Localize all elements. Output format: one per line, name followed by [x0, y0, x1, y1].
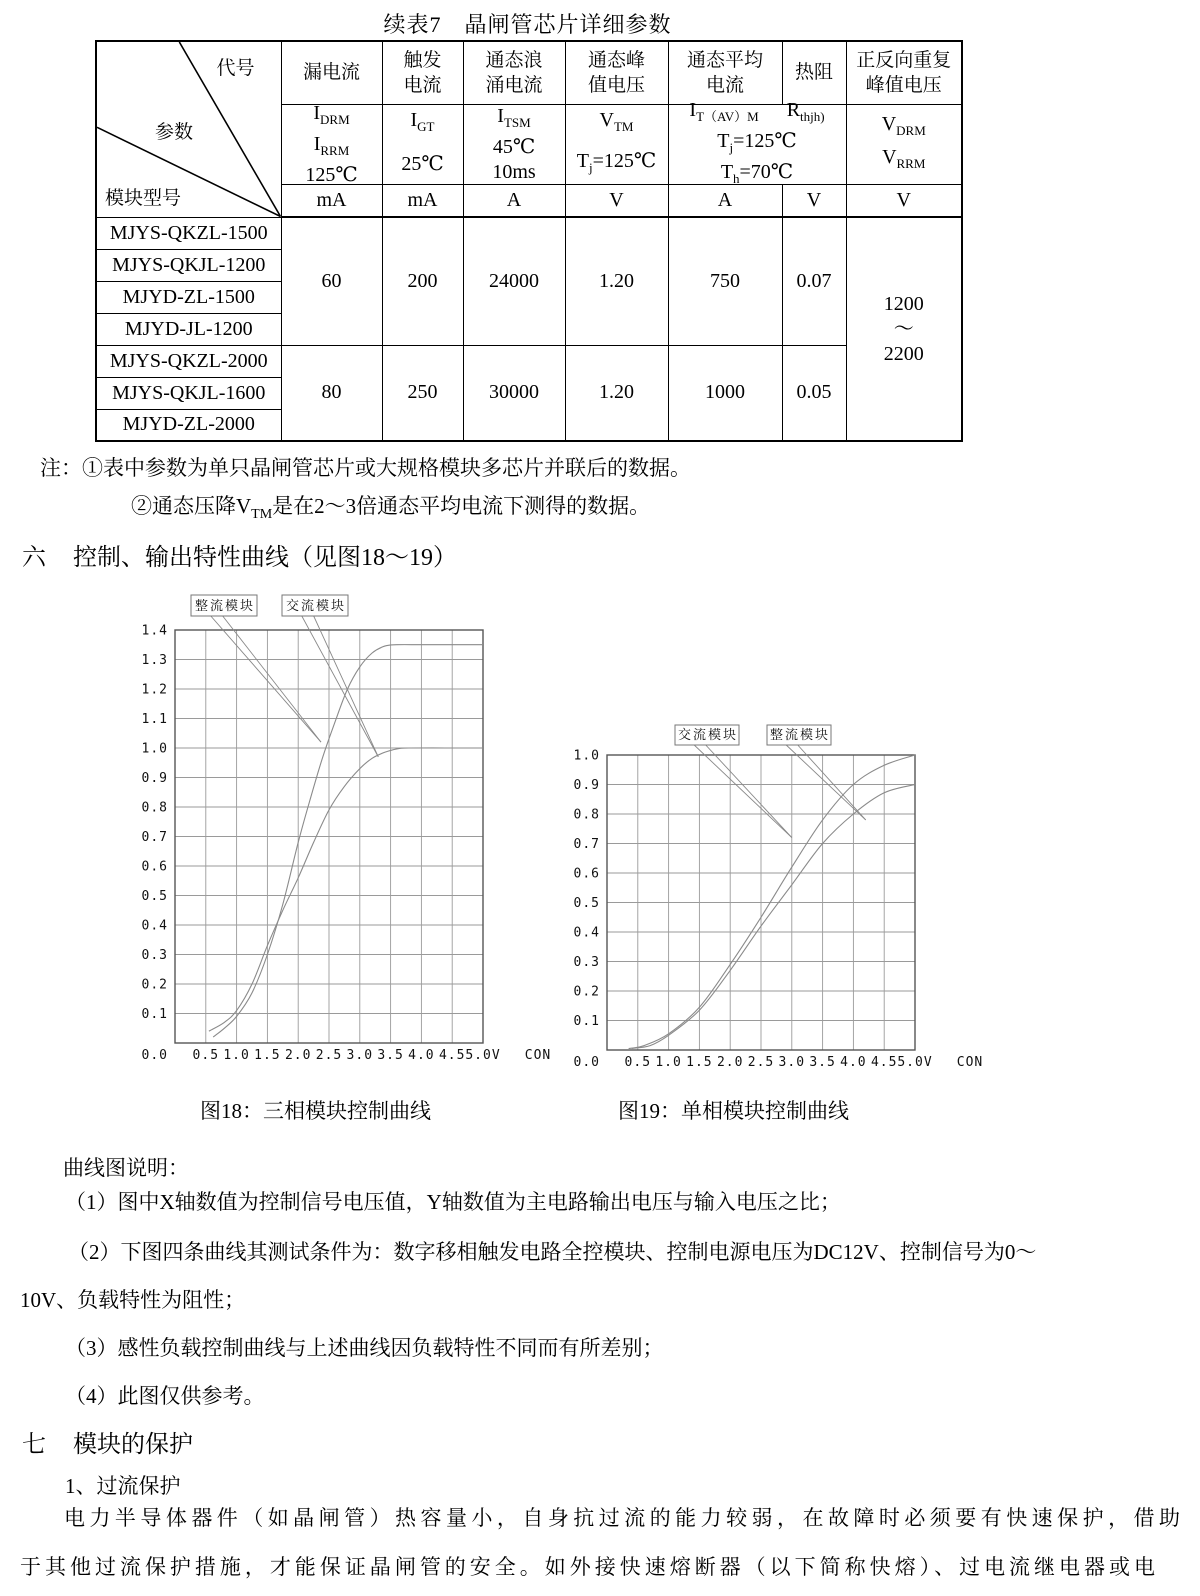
model-cell: MJYS-QKJL-1200	[96, 249, 281, 281]
curve-note-2: （2）下图四条曲线其测试条件为：数字移相触发电路全控模块、控制电源电压为DC12V、控制信号为0～	[68, 1240, 1037, 1264]
voltage-range-cell	[846, 217, 962, 441]
x-tick-label: 5.0V	[897, 1055, 933, 1070]
y-tick-label: 0.2	[573, 984, 600, 1000]
header-line: 通态峰	[587, 49, 645, 71]
x-tick-label: 1.5	[254, 1048, 281, 1063]
page-title: 续表7 晶闸管芯片详细参数	[383, 12, 672, 37]
curve-label: 交流模块	[285, 598, 347, 613]
y-tick-label: 0.8	[573, 807, 600, 823]
symbol-line: $V_{RRM}$	[882, 146, 926, 171]
unit-cell: A	[668, 184, 782, 217]
voltage-range-low: 1200	[883, 292, 924, 315]
y-tick-label: 1.2	[141, 682, 168, 698]
fig19-chart	[565, 700, 1010, 1072]
y-tick-label: 0.6	[141, 859, 168, 875]
x-tick-label: 4.0	[840, 1055, 867, 1070]
parameters-table	[95, 40, 963, 442]
leader-line	[223, 616, 321, 742]
x-tick-label: 2.5	[315, 1048, 343, 1063]
x-tick-label: 3.0	[778, 1055, 806, 1070]
voltage-range-tilde: ～	[893, 317, 914, 340]
x-tick-label: 1.5	[686, 1055, 713, 1070]
x-tick-label: 2.0	[284, 1048, 312, 1063]
parameters-table-wrapper	[95, 40, 963, 442]
header-line: 电流	[705, 74, 744, 96]
origin-label: 0.0	[573, 1055, 600, 1070]
x-axis-unit-label: CON	[524, 1048, 552, 1063]
symbol-cell-leakage	[281, 101, 382, 186]
leader-line	[706, 745, 792, 838]
x-tick-label: 4.0	[408, 1048, 435, 1063]
header-line: 热阻	[794, 62, 833, 84]
x-axis-unit-label: CON	[956, 1055, 984, 1070]
y-tick-label: 0.3	[141, 948, 168, 963]
fig18-caption: 图18：三相模块控制曲线	[200, 1099, 431, 1123]
curve-note-3: （3）感性负载控制曲线与上述曲线因负载特性不同而有所差别；	[65, 1336, 664, 1360]
y-tick-label: 0.4	[573, 925, 600, 941]
header-line: 通态平均	[686, 49, 763, 71]
value-cell-surge: 24000	[463, 217, 565, 345]
header-cell-vtm	[565, 41, 668, 104]
x-tick-label: 4.5	[870, 1055, 898, 1070]
x-tick-label: 2.0	[716, 1055, 744, 1070]
curve-label: 交流模块	[677, 727, 739, 742]
x-tick-label: 3.0	[346, 1048, 374, 1063]
value-cell-avg: 750	[668, 217, 782, 345]
value-cell-trigger: 250	[382, 345, 463, 441]
unit-cell: V	[846, 184, 962, 217]
unit-cell: mA	[382, 184, 463, 217]
x-tick-label: 0.5	[624, 1055, 652, 1070]
section-6-heading: 六 控制、输出特性曲线（见图18～19）	[22, 545, 457, 571]
y-tick-label: 1.3	[141, 653, 168, 668]
symbol-cell-vtm	[565, 104, 668, 184]
symbol-line: $V_{DRM}$	[881, 113, 926, 138]
unit-cell: V	[565, 184, 668, 217]
curve-notes-title: 曲线图说明：	[63, 1156, 189, 1180]
y-tick-label: 0.2	[141, 977, 168, 993]
section-7-heading: 七 模块的保护	[22, 1432, 193, 1458]
symbol-cell-surge	[463, 104, 565, 184]
leader-line	[211, 616, 321, 742]
body-paragraph-line-2: 于其他过流保护措施，才能保证晶闸管的安全。如外接快速熔断器（以下简称快熔）、过电流继电器或电	[20, 1555, 1155, 1579]
curve-整流模块	[632, 785, 915, 1049]
symbol-line: $I_{T(AV)M}$ $R_{thjh)}$	[689, 98, 825, 124]
x-tick-label: 4.5	[438, 1048, 466, 1063]
symbol-line: 25℃	[401, 153, 444, 175]
curve-label: 整流模块	[769, 727, 831, 742]
voltage-range-high: 2200	[883, 342, 924, 365]
header-line: 正反向重复	[856, 49, 952, 71]
y-tick-label: 0.9	[573, 778, 600, 793]
curve-note-4: （4）此图仅供参考。	[65, 1384, 265, 1408]
x-tick-label: 3.5	[377, 1048, 404, 1063]
y-tick-label: 0.5	[141, 889, 168, 904]
fig19-caption: 图19：单相模块控制曲线	[618, 1099, 849, 1123]
header-cell-repetitive-voltage	[846, 41, 962, 104]
header-cell-leakage	[281, 41, 382, 104]
y-tick-label: 0.7	[141, 830, 168, 845]
model-cell: MJYS-QKJL-1600	[96, 377, 281, 409]
leader-line	[302, 616, 378, 757]
symbol-line: $I_{RRM}$	[313, 132, 350, 158]
corner-label-symbol: 代号	[216, 58, 255, 79]
value-cell-avg: 1000	[668, 345, 782, 441]
y-tick-label: 1.0	[573, 748, 600, 764]
value-cell-leakage: 60	[281, 217, 382, 345]
symbol-cell-trigger	[382, 104, 463, 184]
symbol-line: $T_j=125℃$	[717, 129, 797, 155]
curve-整流模块	[213, 645, 483, 1037]
y-tick-label: 1.0	[141, 741, 168, 757]
origin-label: 0.0	[141, 1048, 168, 1063]
header-line: 涌电流	[485, 74, 543, 96]
body-paragraph-line-1: 电力半导体器件（如晶闸管）热容量小，自身抗过流的能力较弱，在故障时必须要有快速保护，借助	[64, 1506, 1180, 1530]
leader-line	[314, 616, 379, 757]
y-tick-label: 0.7	[573, 837, 600, 852]
value-cell-trigger: 200	[382, 217, 463, 345]
value-cell-thermal: 0.07	[782, 217, 846, 345]
y-tick-label: 1.1	[141, 712, 168, 727]
y-tick-label: 0.3	[573, 955, 600, 970]
value-cell-thermal: 0.05	[782, 345, 846, 441]
y-tick-label: 0.4	[141, 918, 168, 934]
x-tick-label: 1.0	[655, 1055, 682, 1070]
y-tick-label: 1.4	[141, 623, 168, 639]
corner-label-model: 模块型号	[105, 187, 182, 209]
x-tick-label: 0.5	[192, 1048, 220, 1063]
value-cell-vtm: 1.20	[565, 345, 668, 441]
value-cell-leakage: 80	[281, 345, 382, 441]
header-line: 触发	[403, 49, 442, 71]
subsection-1-heading: 1、过流保护	[65, 1474, 181, 1498]
header-cell-trigger	[382, 41, 463, 104]
symbol-line: $I_{DRM}$	[313, 101, 350, 127]
y-tick-label: 0.5	[573, 896, 600, 911]
symbol-line: $T_j=125℃$	[576, 150, 657, 175]
model-cell: MJYD-ZL-2000	[96, 409, 281, 441]
header-cell-thermal	[782, 41, 846, 104]
curve-note-1: （1）图中X轴数值为控制信号电压值，Y轴数值为主电路输出电压与输入电压之比；	[65, 1190, 841, 1214]
symbol-line: $I_{TSM}$	[497, 104, 531, 130]
y-tick-label: 0.9	[141, 771, 168, 786]
model-cell: MJYS-QKZL-1500	[96, 217, 281, 249]
symbol-cell-vdrm	[846, 104, 962, 184]
header-line: 漏电流	[302, 62, 360, 84]
symbol-line: 125℃	[305, 163, 358, 186]
header-line: 值电压	[587, 74, 645, 96]
unit-cell: A	[463, 184, 565, 217]
value-cell-surge: 30000	[463, 345, 565, 441]
table-note-2: ②通态压降$V_{TM}$是在2～3倍通态平均电流下测得的数据。	[131, 494, 651, 523]
symbol-line: $T_h=70℃$	[720, 160, 794, 186]
header-cell-surge	[463, 41, 565, 104]
y-tick-label: 0.8	[141, 800, 168, 816]
model-cell: MJYD-JL-1200	[96, 313, 281, 345]
fig18-chart	[130, 578, 575, 1070]
corner-cell	[96, 41, 281, 217]
y-tick-label: 0.6	[573, 866, 600, 882]
unit-cell: mA	[281, 184, 382, 217]
x-tick-label: 5.0V	[465, 1048, 501, 1063]
y-tick-label: 0.1	[573, 1014, 600, 1029]
value-cell-vtm: 1.20	[565, 217, 668, 345]
x-tick-label: 2.5	[747, 1055, 775, 1070]
curve-note-2-cont: 10V、负载特性为阻性；	[20, 1288, 246, 1312]
corner-label-parameter: 参数	[155, 122, 194, 143]
unit-cell: V	[782, 184, 846, 217]
model-cell: MJYS-QKZL-2000	[96, 345, 281, 377]
x-tick-label: 1.0	[223, 1048, 250, 1063]
header-line: 电流	[403, 74, 442, 96]
leader-line	[694, 745, 792, 838]
x-tick-label: 3.5	[809, 1055, 836, 1070]
symbol-line: $I_{GT}$	[410, 109, 435, 134]
header-cell-avg-current	[668, 41, 782, 104]
symbol-line: 10ms	[492, 160, 536, 183]
header-line: 峰值电压	[865, 74, 942, 96]
symbol-line: 45℃	[492, 135, 536, 158]
y-tick-label: 0.1	[141, 1007, 168, 1022]
header-line: 通态浪	[485, 49, 543, 71]
curve-交流模块	[629, 755, 915, 1049]
symbol-line: $V_{TM}$	[599, 109, 634, 134]
curve-label: 整流模块	[194, 598, 256, 613]
table-note-1: 注：①表中参数为单只晶闸管芯片或大规格模块多芯片并联后的数据。	[40, 456, 691, 480]
model-cell: MJYD-ZL-1500	[96, 281, 281, 313]
symbol-cell-avg-thermal	[668, 98, 846, 186]
curve-交流模块	[209, 748, 483, 1031]
